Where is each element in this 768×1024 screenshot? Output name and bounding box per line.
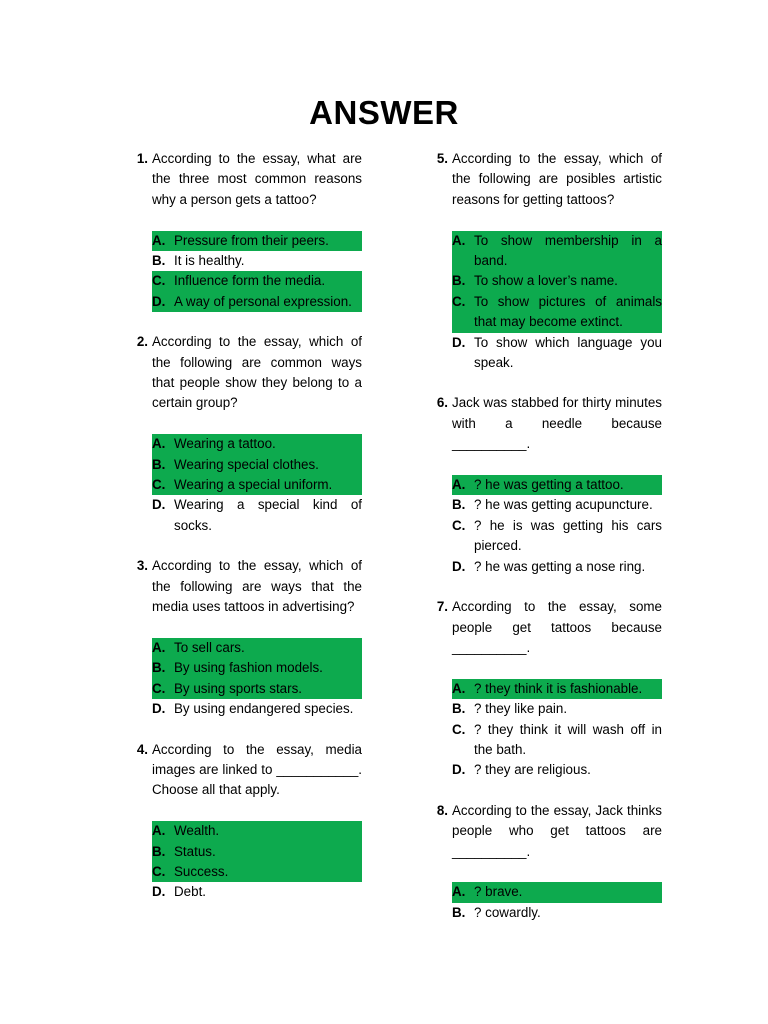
option-letter: D. xyxy=(152,293,166,309)
page-title: ANSWER xyxy=(309,94,459,131)
option-text: To show which language you speak. xyxy=(474,334,662,371)
question-8 xyxy=(422,801,662,923)
question-number: 4. xyxy=(136,741,148,757)
option-letter: B. xyxy=(152,253,166,269)
answer-option-correct xyxy=(152,231,362,251)
option-text: Success. xyxy=(174,863,229,879)
question-number: 2. xyxy=(136,334,148,350)
option-letter: A. xyxy=(452,884,466,900)
left-column xyxy=(122,149,362,903)
option-text: Wearing a special kind of socks. xyxy=(174,497,362,533)
option-letter: C. xyxy=(152,477,166,493)
answer-option xyxy=(452,720,662,761)
option-text: ? cowardly. xyxy=(474,904,541,920)
answer-option-correct xyxy=(152,679,362,699)
answer-option xyxy=(452,760,662,780)
option-text: ? he is was getting his cars pierced. xyxy=(474,517,662,554)
question-text: According to the essay, media images are linked to ___________. Choose all that apply. xyxy=(152,741,362,798)
answer-option-correct xyxy=(152,658,362,678)
option-text: Wearing a special uniform. xyxy=(174,477,333,493)
option-text: A way of personal expression. xyxy=(174,293,352,309)
option-text: ? they think it will wash off in the bath. xyxy=(474,721,662,757)
option-text: To show membership in a band. xyxy=(474,232,662,269)
option-letter: D. xyxy=(452,558,466,574)
option-letter: D. xyxy=(452,334,466,350)
answer-options xyxy=(152,821,362,903)
option-letter: C. xyxy=(152,680,166,696)
question-text: According to the essay, which of the following are posibles artistic reasons for getting tattoos? xyxy=(452,151,662,207)
answer-option-correct xyxy=(152,475,362,495)
answer-options xyxy=(452,231,662,374)
right-column xyxy=(422,149,662,923)
question-text: According to the essay, which of the following are common ways that people show they belong to a certain group? xyxy=(152,334,362,411)
option-text: ? they are religious. xyxy=(474,762,591,778)
option-text: Status. xyxy=(174,843,216,859)
option-text: Wealth. xyxy=(174,823,220,839)
option-letter: B. xyxy=(452,701,466,717)
option-text: Debt. xyxy=(174,884,207,900)
option-letter: B. xyxy=(152,456,166,472)
option-letter: A. xyxy=(452,232,466,248)
option-text: ? they like pain. xyxy=(474,701,568,717)
option-text: ? he was getting a nose ring. xyxy=(474,558,646,574)
option-text: Wearing a tattoo. xyxy=(174,436,276,452)
question-number: 5. xyxy=(436,151,448,166)
question-3 xyxy=(122,556,362,719)
question-text: Jack was stabbed for thirty minutes with a needle because __________. xyxy=(452,395,662,452)
question-number: 3. xyxy=(136,558,148,574)
answer-option-correct xyxy=(452,475,662,495)
option-letter: A. xyxy=(452,477,466,493)
question-text: According to the essay, what are the three most common reasons why a person gets a tattoo? xyxy=(152,151,362,207)
option-letter: D. xyxy=(452,762,466,778)
option-text: To show a lover’s name. xyxy=(474,273,618,289)
question-2 xyxy=(122,332,362,536)
option-text: ? they think it is fashionable. xyxy=(474,680,643,696)
option-text: ? he was getting acupuncture. xyxy=(474,497,653,513)
option-letter: C. xyxy=(452,721,466,737)
question-text: According to the essay, some people get tattoos because __________. xyxy=(452,599,662,655)
answer-option-correct xyxy=(152,434,362,454)
option-letter: C. xyxy=(152,273,166,289)
answer-option-correct xyxy=(452,679,662,699)
option-letter: C. xyxy=(452,293,466,309)
option-text: By using fashion models. xyxy=(174,660,323,676)
option-letter: A. xyxy=(152,232,166,248)
answer-options xyxy=(452,475,662,577)
answer-options xyxy=(452,882,662,923)
answer-option xyxy=(152,495,362,536)
question-4 xyxy=(122,740,362,903)
question-text: According to the essay, Jack thinks people who get tattoos are __________. xyxy=(452,802,662,859)
answer-option-correct xyxy=(152,638,362,658)
option-text: ? he was getting a tattoo. xyxy=(474,477,624,493)
option-letter: A. xyxy=(152,823,166,839)
option-text: By using endangered species. xyxy=(174,701,354,717)
answer-option-correct xyxy=(452,882,662,902)
answer-option xyxy=(152,251,362,271)
option-letter: B. xyxy=(452,904,466,920)
answer-option xyxy=(452,516,662,557)
answer-option-correct xyxy=(152,292,362,312)
answer-option xyxy=(452,699,662,719)
question-5 xyxy=(422,149,662,373)
answer-option-correct xyxy=(452,231,662,272)
question-number: 8. xyxy=(436,802,448,818)
option-text: To show pictures of animals that may become extinct. xyxy=(474,293,662,330)
answer-option xyxy=(152,882,362,902)
answer-option xyxy=(452,903,662,923)
answer-options xyxy=(452,679,662,781)
question-text: According to the essay, which of the following are ways that the media uses tattoos in advertising? xyxy=(152,558,362,615)
question-1 xyxy=(122,149,362,312)
option-letter: A. xyxy=(152,639,166,655)
answer-option xyxy=(452,557,662,577)
option-letter: D. xyxy=(152,497,166,513)
answer-option xyxy=(452,333,662,374)
answer-options xyxy=(152,434,362,536)
question-number: 7. xyxy=(436,599,448,615)
answer-option-correct xyxy=(452,271,662,291)
option-letter: B. xyxy=(452,497,466,513)
option-text: It is healthy. xyxy=(174,253,245,269)
option-text: Pressure from their peers. xyxy=(174,232,329,248)
answer-option-correct xyxy=(152,821,362,841)
option-letter: B. xyxy=(452,273,466,289)
option-text: Influence form the media. xyxy=(174,273,326,289)
answer-option-correct xyxy=(152,842,362,862)
question-number: 6. xyxy=(436,395,448,411)
option-letter: C. xyxy=(152,863,166,879)
answer-options xyxy=(152,231,362,313)
option-letter: A. xyxy=(152,436,166,452)
answer-options xyxy=(152,638,362,720)
answer-option-correct xyxy=(152,862,362,882)
option-text: Wearing special clothes. xyxy=(174,456,319,472)
answer-option-correct xyxy=(152,271,362,291)
answer-option-correct xyxy=(152,455,362,475)
option-text: ? brave. xyxy=(474,884,523,900)
answer-option xyxy=(452,495,662,515)
answer-option-correct xyxy=(452,292,662,333)
option-letter: B. xyxy=(152,660,166,676)
question-number: 1. xyxy=(136,151,148,166)
option-letter: D. xyxy=(152,884,166,900)
question-7 xyxy=(422,597,662,781)
question-6 xyxy=(422,393,662,577)
option-letter: A. xyxy=(452,680,466,696)
option-letter: B. xyxy=(152,843,166,859)
answer-option xyxy=(152,699,362,719)
option-letter: D. xyxy=(152,701,166,717)
option-text: To sell cars. xyxy=(174,639,245,655)
option-letter: C. xyxy=(452,517,466,533)
option-text: By using sports stars. xyxy=(174,680,303,696)
